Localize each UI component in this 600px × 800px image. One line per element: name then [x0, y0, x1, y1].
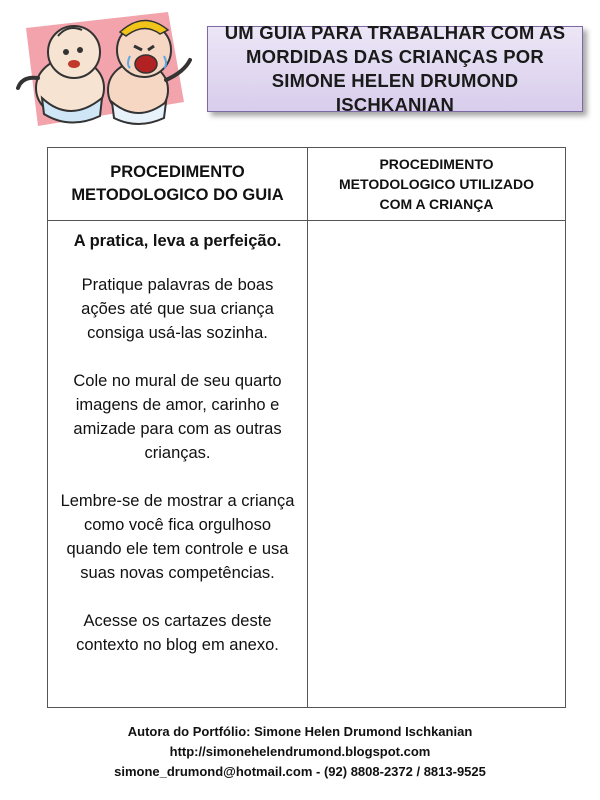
procedure-paragraph: Pratique palavras de boas ações até que sua criança consiga usá-las sozinha. — [81, 276, 274, 342]
column-header-guide-label: PROCEDIMENTO METODOLOGICO DO GUIA — [71, 163, 284, 204]
column-header-child-label: PROCEDIMENTO METODOLOGICO UTILIZADO COM A CRIANÇA — [339, 156, 534, 212]
title-banner — [207, 22, 583, 115]
procedure-paragraph: Acesse os cartazes deste contexto no blog em anexo. — [76, 612, 279, 654]
footer — [0, 722, 600, 782]
biting-babies-illustration — [8, 6, 200, 134]
footer-author: Autora do Portfólio: Simone Helen Drumond Ischkanian — [127, 724, 473, 739]
guide-procedure-cell — [48, 221, 308, 708]
table-header-row — [48, 148, 566, 221]
child-procedure-cell — [308, 221, 566, 708]
procedure-paragraph: Cole no mural de seu quarto imagens de amor, carinho e amizade para com as outras crianças. — [73, 372, 282, 462]
table-body-row — [48, 221, 566, 708]
column-header-guide — [48, 148, 308, 221]
footer-contact: simone_drumond@hotmail.com - (92) 8808-2372 / 8813-9525 — [114, 764, 486, 779]
column-header-child — [308, 148, 566, 221]
procedure-lead: A pratica, leva a perfeição. — [73, 232, 282, 250]
footer-blog-link[interactable]: http://simonehelendrumond.blogspot.com — [169, 744, 431, 759]
guide-table — [47, 147, 566, 708]
page-title: UM GUIA PARA TRABALHAR COM AS MORDIDAS DAS CRIANÇAS POR SIMONE HELEN DRUMOND ISCHKANIAN — [224, 22, 566, 115]
procedure-paragraph: Lembre-se de mostrar a criança como você fica orgulhoso quando ele tem controle e usa suas novas competências. — [60, 492, 295, 582]
